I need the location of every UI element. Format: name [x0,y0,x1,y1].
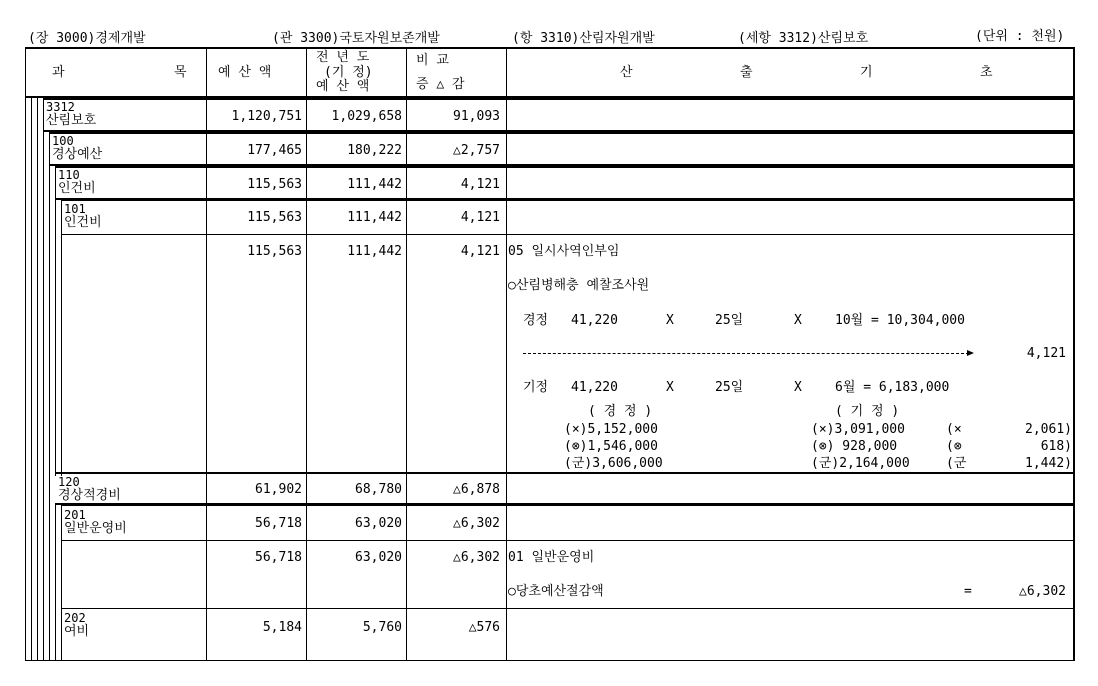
col-basis-4: 초 [980,65,993,80]
row-prev: 180,222 [347,143,402,158]
calc-months: 10월 = 10,304,000 [835,313,965,328]
col-subject-a: 과 [52,65,65,80]
split-left: (×)5,152,000 [564,422,658,437]
detail-title: 05 일시사역인부임 [508,244,620,259]
row-name: 인건비 [64,215,102,230]
row-budget: 115,563 [247,210,302,225]
row-diff: △6,302 [453,516,500,531]
row-diff: △576 [468,620,500,635]
dashed-divider [523,353,969,354]
row-prev: 68,780 [355,482,402,497]
calc-rate: 41,220 [571,313,618,328]
row-code: 110 [58,168,80,182]
header-jang: (장 3000)경제개발 [28,31,146,46]
col-basis-1: 산 [620,65,633,80]
row-diff: △2,757 [453,143,500,158]
row-budget: 115,563 [247,177,302,192]
calc-months: 6월 = 6,183,000 [835,380,950,395]
calc-label: 경정 [523,313,549,328]
col-budget: 예 산 액 [218,65,272,80]
header-sehang: (세항 3312)산림보호 [738,31,869,46]
row-budget: 5,184 [262,620,302,635]
row-diff: △6,302 [453,550,500,565]
row-diff: 4,121 [460,244,500,259]
row-diff: △6,878 [453,482,500,497]
split-far-label: (× [946,422,962,437]
detail-sub: ○당초예산절감액 [508,584,604,599]
col-basis-3: 기 [860,65,873,80]
calc-total: 4,121 [1026,346,1066,361]
row-prev: 63,020 [355,516,402,531]
row-prev: 5,760 [362,620,402,635]
split-left: (군)3,606,000 [564,456,663,471]
row-name: 여비 [64,624,90,639]
row-prev: 111,442 [347,210,402,225]
row-code: 3312 [46,100,75,114]
calc-x: X [794,380,802,395]
row-budget: 177,465 [247,143,302,158]
row-prev: 63,020 [355,550,402,565]
split-head-right: ( 기 정 ) [835,404,900,419]
calc-x: X [666,313,674,328]
calc-x: X [666,380,674,395]
col-prev-3: 예 산 액 [316,79,370,94]
calc-label: 기정 [523,380,549,395]
row-budget: 1,120,751 [231,109,302,124]
col-prev-1: 전 년 도 [316,50,370,65]
row-prev: 111,442 [347,244,402,259]
row-code: 101 [64,202,86,216]
split-far-value: 1,442) [1025,456,1072,471]
split-right: (군)2,164,000 [811,456,910,471]
row-prev: 1,029,658 [331,109,402,124]
col-cmp-1: 비 교 [416,53,449,68]
row-code: 201 [64,508,86,522]
row-budget: 115,563 [247,244,302,259]
split-far-value: 2,061) [1025,422,1072,437]
row-prev: 111,442 [347,177,402,192]
header-unit: (단위 : 천원) [975,29,1065,44]
row-name: 일반운영비 [64,521,127,536]
row-diff: 4,121 [460,210,500,225]
split-head-left: ( 경 정 ) [588,404,653,419]
row-code: 202 [64,611,86,625]
row-code: 120 [58,475,80,489]
header-hang: (항 3310)산림자원개발 [512,31,655,46]
split-far-value: 618) [1040,439,1072,454]
row-name: 산림보호 [46,113,97,128]
col-cmp-2: 증 △ 감 [416,77,465,92]
arrow-icon [967,350,974,356]
calc-rate: 41,220 [571,380,618,395]
header-gwan: (관 3300)국토자원보존개발 [272,31,440,46]
row-budget: 61,902 [255,482,302,497]
split-right: (⊗) 928,000 [811,439,898,454]
row-name: 경상적경비 [58,488,121,503]
detail-value: △6,302 [1019,584,1066,599]
col-basis-2: 출 [740,65,753,80]
calc-x: X [794,313,802,328]
split-left: (⊗)1,546,000 [564,439,658,454]
row-name: 경상예산 [52,147,103,162]
col-subject-b: 목 [174,65,187,80]
split-right: (×)3,091,000 [811,422,905,437]
row-code: 100 [52,134,74,148]
calc-days: 25일 [715,313,744,328]
detail-eq: = [964,584,972,599]
row-diff: 4,121 [460,177,500,192]
row-budget: 56,718 [255,516,302,531]
detail-sub: ○산림병해충 예찰조사원 [508,278,650,293]
row-name: 인건비 [58,181,96,196]
row-budget: 56,718 [255,550,302,565]
detail-title: 01 일반운영비 [508,550,595,565]
split-far-label: (군 [946,456,967,471]
calc-days: 25일 [715,380,744,395]
split-far-label: (⊗ [946,439,962,454]
row-diff: 91,093 [453,109,500,124]
col-prev-2: (기 정) [324,65,373,80]
